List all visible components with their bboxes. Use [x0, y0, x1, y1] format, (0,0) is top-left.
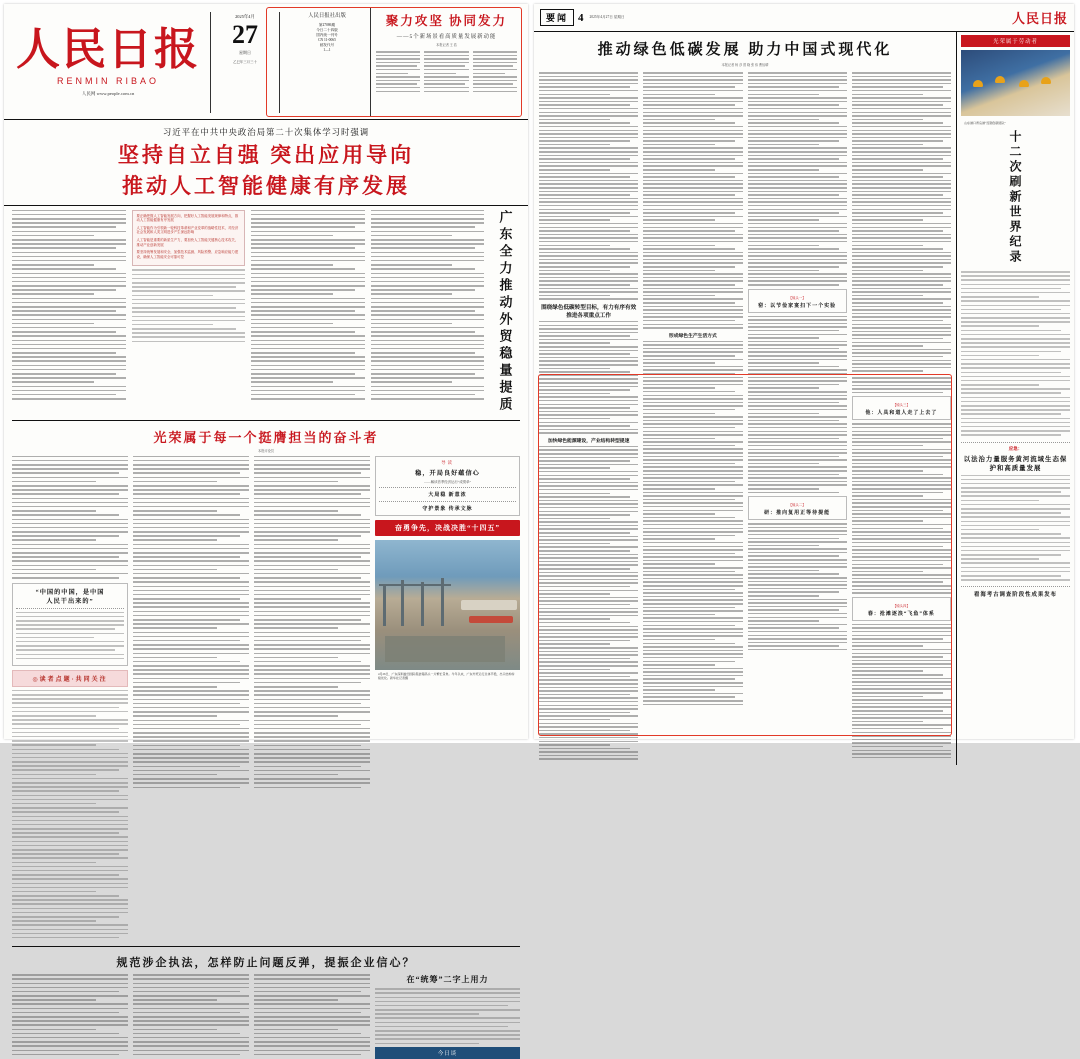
rail-photo-caption: 山东港口青岛港“连钢创新团队”	[964, 121, 1006, 125]
top-feature	[370, 8, 522, 117]
mid-column-3	[254, 456, 370, 941]
lead-bullet: 人工智能作为引领新一轮科技革命和产业变革的战略性技术，对经济社会发展和人类文明进步产生深远影响	[136, 225, 239, 235]
tail-column	[375, 974, 520, 1059]
mid-body	[4, 456, 528, 941]
publisher-cn-code-label: 国内统一刊号	[316, 33, 338, 37]
newspaper-title: 人民日报	[16, 25, 200, 74]
text-column	[852, 624, 951, 758]
text-column	[961, 271, 1070, 439]
quote-line-2: 人民干出来的”	[46, 597, 94, 605]
scene-tag: 【镜头二】	[788, 503, 806, 508]
publisher-cn-code: CN 11-0065	[318, 38, 336, 42]
text-column	[539, 446, 638, 760]
publisher-issue: 第27086期	[318, 23, 336, 27]
photo-caption: 4月26日，广东深圳盐田国际集装箱码头一片繁忙景象。今年以来，广东外贸运行总体平稳，出口结构持续优化。新华社记者摄	[378, 671, 515, 680]
text-column	[748, 72, 847, 286]
text-column	[254, 456, 370, 788]
text-column	[376, 51, 420, 114]
campaign-bar: 奋勇争先，决战决胜“十四五”	[375, 520, 520, 536]
text-column	[539, 321, 638, 434]
publisher-post-code: 1—1	[323, 48, 331, 52]
mid-section-title: 光荣属于每一个挺膺担当的奋斗者	[153, 429, 379, 445]
text-column	[852, 72, 951, 393]
text-column	[132, 269, 246, 342]
text-column	[133, 974, 249, 1059]
lead-column-1	[12, 210, 126, 414]
port-photo	[375, 540, 520, 670]
page-number: 4	[578, 11, 584, 24]
scene-box	[852, 597, 951, 621]
notice-head: 应急：	[1008, 445, 1023, 451]
lead-column-2	[132, 210, 246, 414]
right-column-2	[643, 72, 742, 762]
guide-head: 稳，开局良好蕴信心	[415, 469, 480, 477]
lead-headline-block	[4, 120, 528, 206]
lead-body	[4, 206, 528, 418]
guide-label: 导读	[441, 459, 454, 465]
masthead-date	[210, 12, 280, 113]
text-column	[12, 690, 128, 939]
right-column-4	[852, 72, 951, 762]
newspaper-website: 人民网 www.people.com.cn	[81, 91, 135, 96]
right-columns	[534, 69, 956, 765]
masthead-publisher	[284, 8, 370, 117]
masthead-small-logo: 人民日报	[1011, 11, 1068, 26]
text-column	[251, 210, 365, 400]
masthead	[4, 4, 528, 120]
lead-bullet: 人工智能是重要的新质生产力，要加快人工智能关键核心技术攻关，推动产业创新发展	[136, 238, 239, 247]
right-main	[534, 32, 956, 765]
lead-bullet: 要坚持统筹发展和安全，加强技术监测、风险预警、应急响应能力建设，确保人工智能安全可靠可控	[136, 250, 239, 259]
right-page-header	[534, 4, 1074, 32]
tail-headline: 在“统筹”二字上用力	[406, 975, 489, 985]
date-day: 27	[232, 20, 258, 49]
quote-line-1: “中国的中国，是中国	[35, 588, 105, 596]
left-page	[4, 4, 528, 1058]
right-headline-block	[534, 32, 956, 69]
newspaper-pinyin: RENMIN RIBAO	[56, 76, 159, 86]
text-column	[961, 475, 1070, 584]
lead-column-3	[251, 210, 365, 414]
right-subhead: 加快绿色能源建设，产业结构转型提速	[547, 438, 630, 444]
scene-box	[748, 289, 847, 313]
right-headline: 推动绿色低碳发展 助力中国式现代化	[597, 42, 893, 58]
right-subhead: 围绕绿色低碳转型目标，有力有序有效推进各项重点工作	[541, 304, 637, 319]
lead-bullet: 要正确把握人工智能发展方向，把握好人工智能发展规律和特点，推动人工智能健康有序发展	[136, 213, 239, 223]
text-column	[254, 974, 370, 1059]
guide-col-a: 大局稳 新意浓	[428, 492, 467, 498]
tail-tag: 今日谈	[375, 1047, 520, 1059]
bottom-body	[12, 974, 520, 1059]
scene-box	[852, 396, 951, 420]
text-column	[748, 523, 847, 650]
top-feature-subhead: ——5个新场景看高质量发展新动能	[396, 34, 497, 40]
guide-sub: ——解读首季经济运行“成绩单”	[423, 479, 472, 484]
publisher-pages: 今日二十四版	[316, 28, 338, 32]
mid-section-byline: 本报评论员	[258, 448, 274, 453]
rail-footer: 看海考古调查阶段性成果发布	[973, 592, 1058, 599]
right-byline: 本报记者 杨 彦 曾 晓 张 伟 曹怡晴	[721, 63, 769, 67]
text-column	[473, 51, 517, 114]
text-column	[12, 456, 128, 579]
rail-banner: 光荣属于劳动者	[961, 35, 1070, 47]
quote-box	[12, 583, 128, 666]
scene-title: 窑：以节俭家宴扫下一个实验	[758, 303, 837, 309]
scene-box	[748, 496, 847, 520]
guide-col-b: 守护景象 传承文脉	[422, 506, 473, 512]
scene-tag: 【镜头三】	[892, 403, 910, 408]
notice-body: 以法治力量服务黄河流域生态保护和高质量发展	[963, 455, 1068, 472]
right-subhead: 形成绿色生产生活方式	[668, 333, 717, 339]
publisher-post-label: 邮发代号	[319, 43, 335, 47]
lead-bullets	[132, 210, 246, 267]
worker-team-photo	[961, 50, 1070, 116]
text-column	[371, 210, 485, 400]
bottom-headline: 规范涉企执法，怎样防止问题反弹，提振企业信心？	[116, 957, 416, 970]
right-column-1	[539, 72, 638, 762]
publisher-name: 人民日报社出版	[308, 13, 346, 19]
rail-vertical-title: 十二次刷新世界纪录	[1008, 130, 1022, 265]
text-column	[539, 72, 638, 300]
page-date: 2025年4月27日 星期日	[589, 15, 625, 19]
right-rail	[956, 32, 1074, 765]
text-column	[375, 988, 520, 1044]
right-column-3	[748, 72, 847, 762]
scene-tag: 【镜头四】	[892, 603, 910, 608]
text-column	[852, 423, 951, 593]
lead-column-4	[371, 210, 485, 414]
guide-column	[375, 456, 520, 941]
scene-title: 春：抢滩逐浪“飞鱼”体系	[867, 611, 935, 617]
scene-tag: 【镜头一】	[788, 295, 806, 300]
right-page	[534, 4, 1074, 739]
date-weekday: 星期日	[239, 50, 251, 55]
masthead-logo	[10, 8, 206, 117]
top-feature-columns	[376, 51, 517, 114]
date-lunar: 乙巳年三月三十	[233, 60, 257, 64]
section-label: 要闻	[540, 9, 574, 26]
text-column	[643, 341, 742, 705]
scene-title: 他：人具和道人走了上去了	[865, 411, 938, 417]
scene-title: 研：推向复用正等待提能	[764, 511, 831, 517]
text-column	[643, 72, 742, 329]
mid-column-2	[133, 456, 249, 941]
mid-column-1	[12, 456, 128, 941]
text-column	[133, 456, 249, 788]
text-column	[16, 612, 124, 660]
date-year-month: 2025年4月	[235, 14, 255, 19]
reader-band: ◎读者点题·共同关注	[12, 670, 128, 687]
text-column	[12, 974, 128, 1059]
lead-headline-1: 坚持自立自强 突出应用导向	[117, 143, 415, 167]
text-column	[748, 316, 847, 494]
guide-box	[375, 456, 520, 516]
text-column	[424, 51, 468, 114]
top-feature-byline: 本报记者 王 浩	[436, 43, 457, 47]
top-feature-headline: 聚力攻坚 协同发力	[385, 14, 508, 28]
lead-headline-2: 推动人工智能健康有序发展	[122, 174, 410, 199]
text-column	[12, 210, 126, 400]
vertical-feature-title: 广东全力推动外贸稳量提质	[497, 209, 513, 414]
mid-section	[4, 423, 528, 453]
lead-kicker: 习近平在中共中央政治局第二十次集体学习时强调	[162, 128, 370, 137]
